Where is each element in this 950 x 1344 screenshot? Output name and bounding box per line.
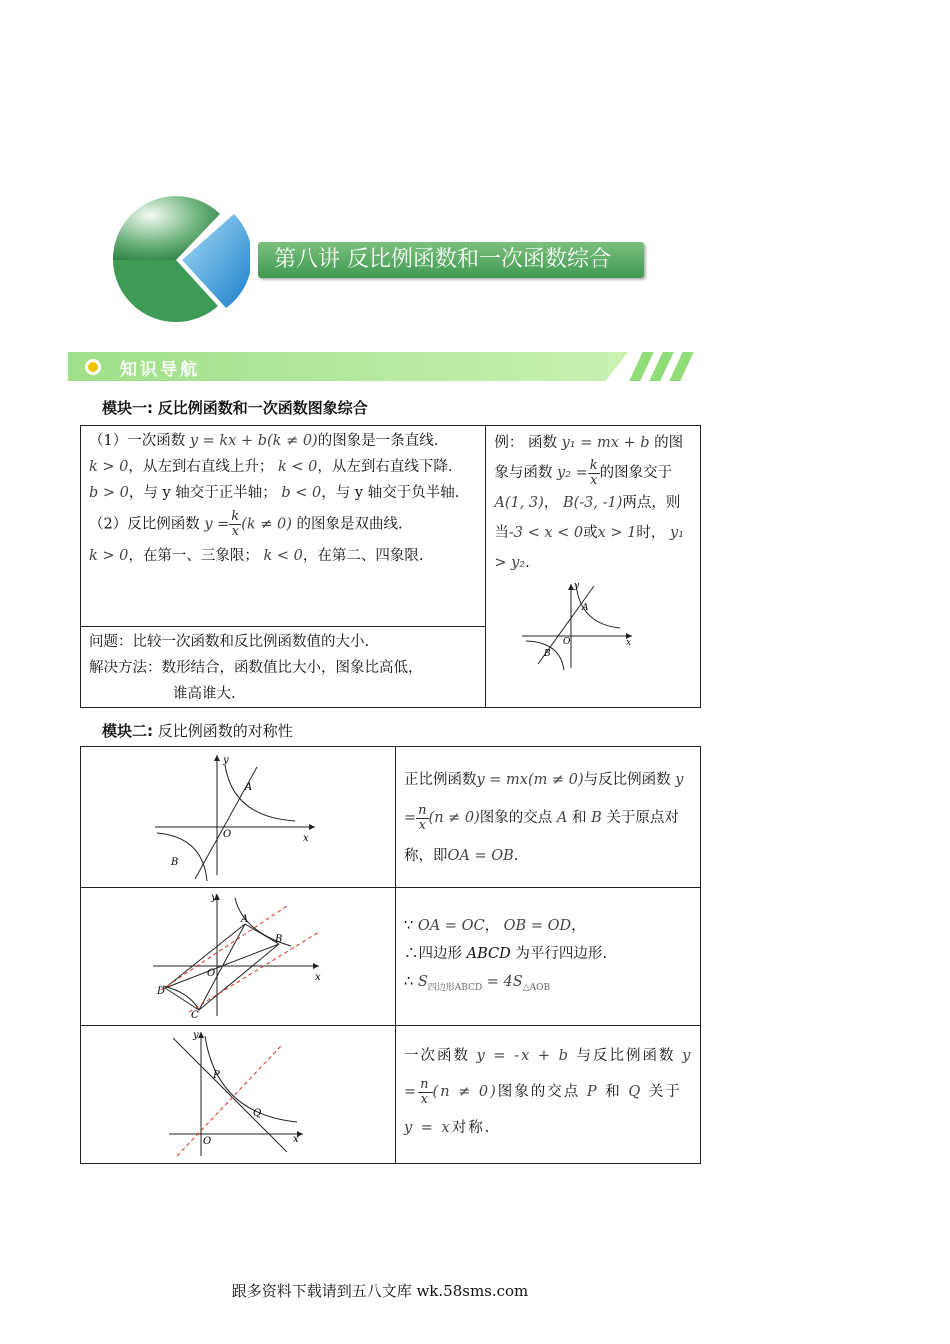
graph-label-d: D xyxy=(157,986,166,997)
graph-label-y: y xyxy=(193,1030,199,1041)
graph-label-a: A xyxy=(245,782,253,793)
module2-graph1-cell xyxy=(81,747,396,888)
graph-label-a: A xyxy=(241,914,249,925)
graph-label-o: O xyxy=(207,968,216,979)
footer-text: 跟多资料下载请到五八文库 wk.58sms.com xyxy=(231,1282,529,1300)
bullet-icon xyxy=(84,358,102,376)
graph-label-b: B xyxy=(171,857,179,868)
module1-example-cell: 例： 函数 y₁ = mx + b 的图象与函数 y₂ = $\frac{k}{x}$ 的图象交于 A(1, 3)， B(-3, -1)两点，则当-3 < x < 0或x > 1时， y₁ > y₂. y x O A B xyxy=(486,426,701,708)
graph-label-a: A xyxy=(582,603,589,613)
module2-table xyxy=(80,746,701,1164)
module2-text3-cell: 一次函数 y = -x + b 与反比例函数 y = $\frac{n}{x}$ (n ≠ 0)图象的交点 P 和 Q 关于 y = x对称. xyxy=(396,1026,701,1164)
symmetric-origin-graph xyxy=(81,747,395,883)
graph-label-x: x xyxy=(303,833,309,844)
module1-example-graph xyxy=(516,578,636,673)
graph-label-y: y xyxy=(223,755,229,766)
module2-graph3-cell xyxy=(81,1026,396,1164)
module1-theory-cell: （1）一次函数 y = kx + b(k ≠ 0)的图象是一条直线. k > 0，从左到右直线上升； k < 0，从左到右直线下降. b > 0，与 y 轴交于正半轴； b < 0，与 y 轴交于负半轴. （2）反比例函数 y = $\frac{k}{x}$ (k ≠ 0) 的图象是双曲线. k > 0，在第一、三象限； k < 0，在第二、四象限. xyxy=(81,426,486,627)
graph-label-b: B xyxy=(275,934,283,945)
graph-label-b: B xyxy=(544,649,551,659)
graph-label-x: x xyxy=(626,638,632,648)
graph-label-y: y xyxy=(574,581,580,591)
pie-logo xyxy=(108,196,250,326)
module2-text1-cell: 正比例函数y = mx(m ≠ 0)与反比例函数 y = $\frac{n}{x}$ (n ≠ 0)图象的交点 A 和 B 关于原点对称，即OA = OB. xyxy=(396,747,701,888)
graph-label-x: x xyxy=(315,972,321,983)
parallelogram-graph xyxy=(81,888,395,1021)
module2-text2-cell: ∵ OA = OC， OB = OD， ∴四边形 ABCD 为平行四边形. ∴ $S_{四边形ABCD} = 4S_{\triangle AOB}$ xyxy=(396,888,701,1026)
module1-method-cell: 问题：比较一次函数和反比例函数值的大小. 解决方法：数形结合，函数值比大小，图象比高低， 谁高谁大. xyxy=(81,627,486,708)
symmetric-line-graph xyxy=(81,1026,395,1159)
graph-label-y: y xyxy=(211,892,217,903)
graph-label-o: O xyxy=(203,1136,212,1147)
graph-label-x: x xyxy=(293,1134,299,1145)
module2-graph2-cell xyxy=(81,888,396,1026)
graph-label-o: O xyxy=(223,829,232,840)
graph-label-p: P xyxy=(213,1070,220,1081)
graph-label-o: O xyxy=(563,637,571,647)
module2-title: 模块二: 反比例函数的对称性 xyxy=(102,722,293,740)
module1-title: 模块一: 反比例函数和一次函数图象综合 xyxy=(102,399,368,417)
lecture-title: 第八讲 反比例函数和一次函数综合 xyxy=(258,242,644,278)
graph-label-c: C xyxy=(191,1010,199,1021)
graph-label-q: Q xyxy=(253,1108,262,1119)
section-banner-label: 知识导航 xyxy=(120,360,200,380)
banner-stripe xyxy=(669,352,694,381)
module1-table xyxy=(80,425,701,708)
